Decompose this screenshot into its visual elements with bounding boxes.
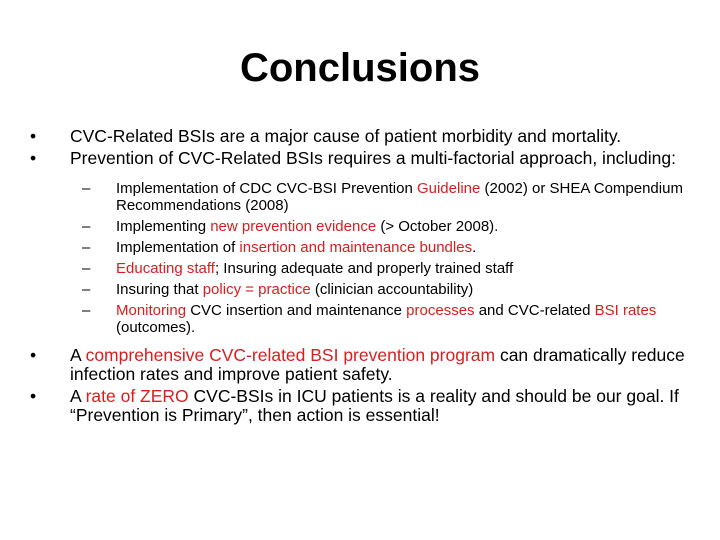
text-segment: (clinician accountability) xyxy=(310,281,474,298)
text-segment: Prevention of CVC-Related BSIs requires a multi-factorial approach, including: xyxy=(70,148,676,168)
bullet-item xyxy=(22,387,702,425)
bullet-text xyxy=(70,149,702,168)
text-segment: . xyxy=(472,239,477,256)
dash-marker: – xyxy=(82,302,91,319)
text-segment: (2002) or SHEA Compendium Recommendations (2008) xyxy=(116,180,683,214)
bullet-item xyxy=(22,346,702,384)
highlighted-text: new prevention evidence xyxy=(210,218,377,235)
text-segment: CVC-BSIs in ICU patients is a reality and should be our goal. If “Prevention is Primary”, then action is essential! xyxy=(70,386,679,425)
text-segment: (outcomes). xyxy=(116,319,196,336)
dash-marker: – xyxy=(82,239,91,256)
highlighted-text: rate of ZERO xyxy=(85,386,189,406)
highlighted-text: insertion and maintenance bundles xyxy=(239,239,473,256)
bullet-text xyxy=(116,239,702,256)
text-segment: A xyxy=(70,345,86,365)
slide-content xyxy=(22,127,702,428)
text-segment: Implementing xyxy=(116,218,211,235)
text-segment: and CVC-related xyxy=(474,302,595,319)
bullet-marker: • xyxy=(30,126,37,146)
text-segment: (> October 2008). xyxy=(376,218,499,235)
closing-bullet-list xyxy=(22,346,702,425)
dash-marker: – xyxy=(82,281,91,298)
dash-marker: – xyxy=(82,260,91,277)
bullet-marker: • xyxy=(30,386,37,406)
sub-bullet-item xyxy=(22,302,702,336)
text-segment: Implementation of xyxy=(116,239,240,256)
bullet-text xyxy=(116,281,702,298)
bullet-text xyxy=(116,218,702,235)
bullet-marker: • xyxy=(30,148,37,168)
highlighted-text: comprehensive CVC-related BSI prevention program xyxy=(85,345,496,365)
bullet-text xyxy=(116,180,702,214)
sub-bullet-item xyxy=(22,239,702,256)
dash-marker: – xyxy=(82,218,91,235)
highlighted-text: processes xyxy=(406,302,475,319)
sub-bullet-list xyxy=(22,180,702,336)
slide-title: Conclusions xyxy=(239,46,481,90)
dash-marker: – xyxy=(82,180,91,197)
text-segment: CVC insertion and maintenance xyxy=(186,302,407,319)
text-segment: CVC-Related BSIs are a major cause of patient morbidity and mortality. xyxy=(70,126,622,146)
text-segment: Implementation of CDC CVC-BSI Prevention xyxy=(116,180,417,197)
highlighted-text: policy = practice xyxy=(202,281,311,298)
sub-bullet-item xyxy=(22,218,702,235)
bullet-marker: • xyxy=(30,345,37,365)
bullet-item xyxy=(22,127,702,146)
text-segment: Insuring that xyxy=(116,281,203,298)
bullet-text xyxy=(70,387,702,425)
text-segment: ; Insuring adequate and properly trained staff xyxy=(214,260,514,277)
highlighted-text: Monitoring xyxy=(116,302,187,319)
highlighted-text: Educating staff xyxy=(116,260,215,277)
text-segment: A xyxy=(70,386,86,406)
sub-bullet-item xyxy=(22,281,702,298)
highlighted-text: BSI rates xyxy=(594,302,657,319)
bullet-item xyxy=(22,149,702,168)
sub-bullet-item xyxy=(22,260,702,277)
bullet-text xyxy=(70,346,702,384)
text-segment: can dramatically reduce infection rates and improve patient safety. xyxy=(70,345,685,384)
bullet-text xyxy=(116,260,702,277)
highlighted-text: Guideline xyxy=(416,180,481,197)
main-bullet-list xyxy=(22,127,702,168)
bullet-text xyxy=(116,302,702,336)
sub-bullet-item xyxy=(22,180,702,214)
bullet-text xyxy=(70,127,702,146)
